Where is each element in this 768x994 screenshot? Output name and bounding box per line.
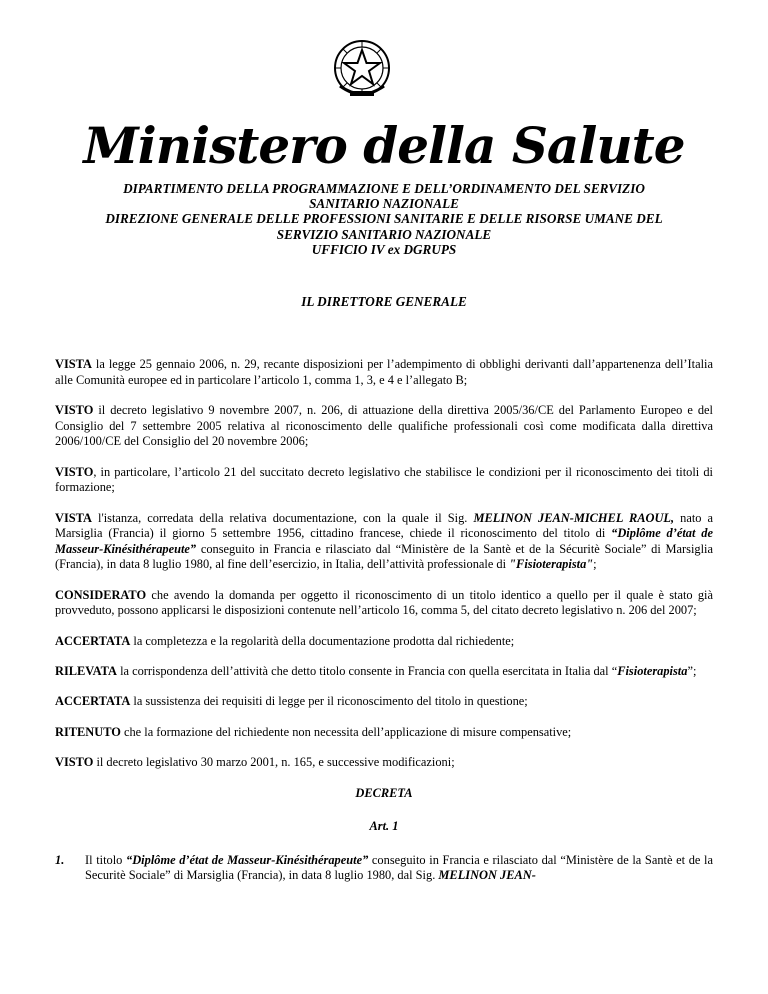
department-line: SANITARIO NAZIONALE	[309, 196, 459, 212]
paragraph-vista-legge: VISTA la legge 25 gennaio 2006, n. 29, recante disposizioni per l’adempimento di obblighi derivanti dall’appartenenza dell’Italia alle Comunità europee ed in particolare l’articolo 1, comma 1, 3, e 4 e l’allegato B;	[55, 357, 713, 387]
paragraph-considerato: CONSIDERATO che avendo la domanda per oggetto il riconoscimento di un titolo identico a quello per il quale è stato già provveduto, possono applicarsi le disposizioni contenute nell’articolo 16, comma 5, del citato decreto legislativo n. 206 del 2007;	[55, 587, 713, 618]
document-title: IL DIRETTORE GENERALE	[301, 294, 467, 309]
profession-name: "Fisioterapista"	[509, 557, 594, 572]
paragraph-accertata-requisiti: ACCERTATA la sussistenza dei requisiti di legge per il riconoscimento del titolo in questione;	[55, 694, 528, 709]
article-point-number: 1.	[55, 852, 65, 867]
document-body	[55, 357, 713, 884]
department-line: DIREZIONE GENERALE DELLE PROFESSIONI SANITARIE E DELLE RISORSE UMANE DEL	[105, 211, 663, 227]
department-heading	[60, 181, 708, 257]
department-line: DIPARTIMENTO DELLA PROGRAMMAZIONE E DELL’ORDINAMENTO DEL SERVIZIO	[123, 181, 645, 196]
paragraph-ritenuto: RITENUTO che la formazione del richiedente non necessita dell’applicazione di misure compensative;	[55, 724, 572, 739]
article-heading: Art. 1	[369, 819, 399, 834]
article-point-text: Il titolo “Diplôme d’état de Masseur-Kinésithérapeute” conseguito in Francia e rilasciato dal “Ministère de la Santè et de la Securitè Sociale” di Marsiglia (Francia), in data 8 luglio 1980, dal Sig. MELINON JEAN-	[85, 852, 713, 883]
diploma-title: “Diplôme d’état de Masseur-Kinésithérapeute”	[55, 526, 713, 556]
paragraph-visto-articolo: VISTO, in particolare, l’articolo 21 del succitato decreto legislativo che stabilisce le condizioni per il riconoscimento dei titoli di formazione;	[55, 464, 713, 495]
paragraph-vista-istanza: VISTA l'istanza, corredata della relativa documentazione, con la quale il Sig. MELINON JEAN-MICHEL RAOUL, nato a Marsiglia (Francia) il giorno 5 settembre 1956, cittadino francese, chiede il riconoscimento del titolo di “Diplôme d’état de Masseur-Kinésithérapeute” conseguito in Francia e rilasciato dal “Ministère de la Santè et de la Sécuritè Sociale” di Marsiglia (Francia), in data 8 luglio 1980, al fine dell’esercizio, in Italia, dell’attività professionale di "Fisioterapista";	[55, 510, 714, 572]
applicant-name: MELINON JEAN-MICHEL RAOUL,	[473, 510, 675, 525]
paragraph-visto-decreto: VISTO il decreto legislativo 9 novembre 2007, n. 206, di attuazione della direttiva 2005/36/CE del Parlamento Europeo e del Consiglio del 7 settembre 2005 relativa al riconoscimento delle qualifiche professionali così come modificata dalla direttiva 2006/100/CE del Consiglio del 20 novembre 2006;	[55, 402, 713, 449]
paragraph-visto-165: VISTO il decreto legislativo 30 marzo 2001, n. 165, e successive modificazioni;	[55, 755, 455, 770]
department-line: SERVIZIO SANITARIO NAZIONALE	[276, 226, 492, 242]
ministry-logo-text: Ministero della Salute	[83, 116, 685, 175]
italian-republic-emblem-icon	[332, 36, 392, 102]
department-line: UFFICIO IV ex DGRUPS	[311, 241, 457, 257]
decreta-heading: DECRETA	[355, 785, 413, 800]
paragraph-accertata-completezza: ACCERTATA la completezza e la regolarità della documentazione prodotta dal richiedente;	[55, 633, 515, 648]
article-1-point-1	[55, 853, 713, 884]
paragraph-rilevata: RILEVATA la corrispondenza dell’attività che detto titolo consente in Francia con quella esercitata in Italia dal “Fisioterapista”;	[55, 664, 697, 679]
